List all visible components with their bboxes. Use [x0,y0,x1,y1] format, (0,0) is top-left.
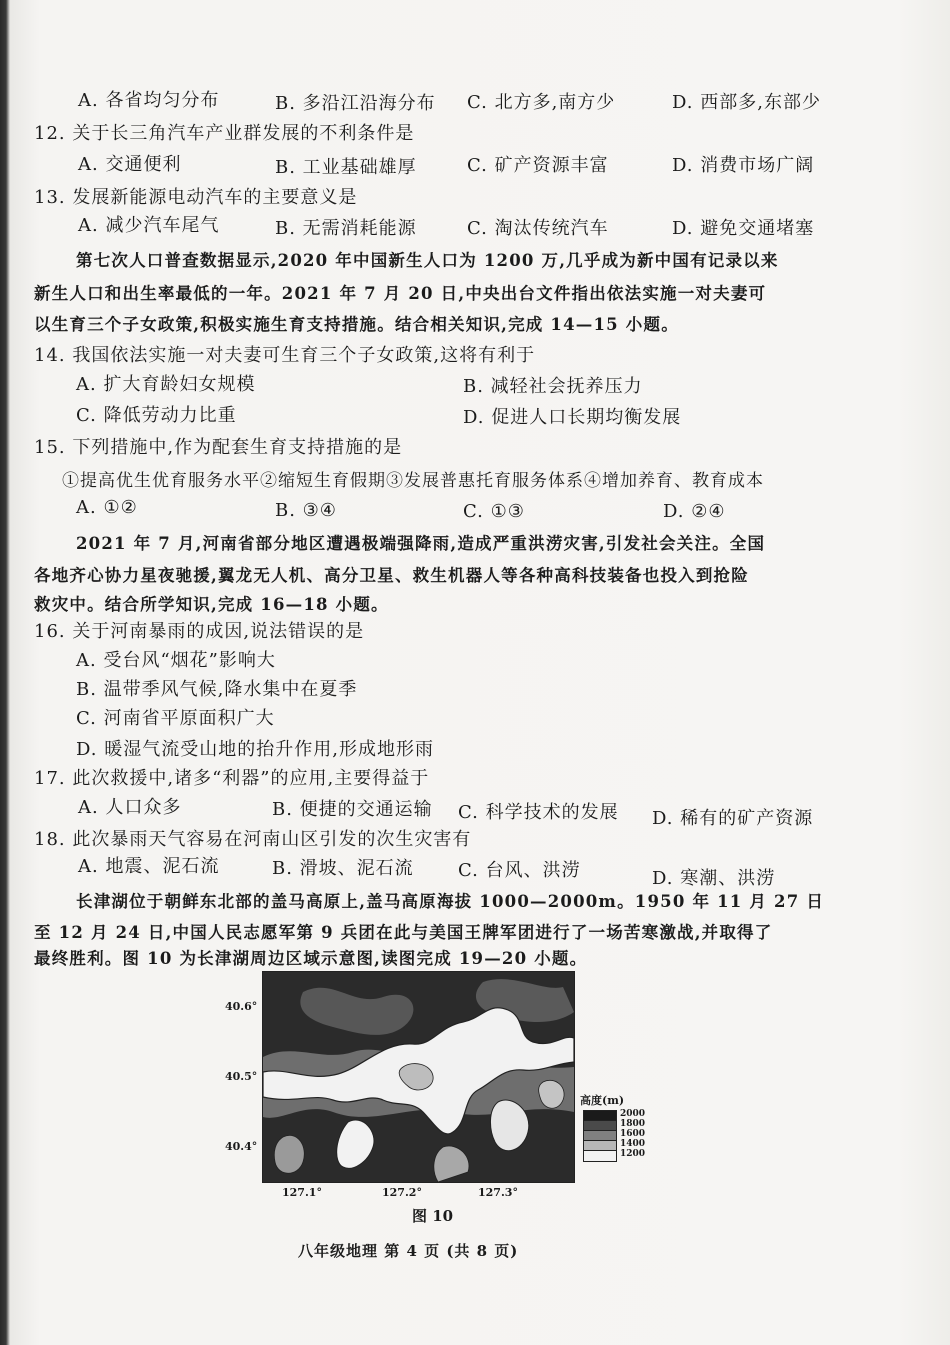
legend-label-1400: 1400 [620,1139,646,1149]
legend-label-2000: 2000 [620,1109,646,1119]
q16-option-d: D. 暖湿气流受山地的抬升作用,形成地形雨 [76,739,434,760]
passage1-line2: 新生人口和出生率最低的一年。2021 年 7 月 20 日,中央出台文件指出依法实施一对夫妻可 [34,284,767,303]
q15-option-b: B. ③④ [275,500,337,521]
hill-southwest [274,1135,304,1173]
legend-title: 高度(m) [580,1094,625,1107]
lat-tick-40-6: 40.6° [225,1000,258,1013]
passage1-line1: 第七次人口普查数据显示,2020 年中国新生人口为 1200 万,几乎成为新中国有记录以来 [76,251,779,270]
q15-items: ①提高优生优育服务水平②缩短生育假期③发展普惠托育服务体系④增加养育、教育成本 [62,471,764,491]
figure-caption: 图 10 [412,1207,454,1225]
q15-stem: 15. 下列措施中,作为配套生育支持措施的是 [34,437,403,458]
q15-option-a: A. ①② [76,497,138,518]
passage3-line2: 至 12 月 24 日,中国人民志愿军第 9 兵团在此与美国王牌军团进行了一场苦寒激战,并取得了 [34,923,773,942]
q11-option-d: D. 西部多,东部少 [672,92,821,113]
q13-option-b: B. 无需消耗能源 [275,218,417,239]
q13-stem: 13. 发展新能源电动汽车的主要意义是 [34,187,358,208]
q16-option-b: B. 温带季风气候,降水集中在夏季 [76,679,358,700]
q14-option-a: A. 扩大育龄妇女规模 [76,374,256,395]
q12-option-b: B. 工业基础雄厚 [275,157,417,178]
relief-map-svg [263,972,574,1182]
q17-option-c: C. 科学技术的发展 [458,802,619,823]
q12-option-a: A. 交通便利 [78,154,182,175]
lon-tick-127-3: 127.3° [478,1186,518,1199]
q13-option-a: A. 减少汽车尾气 [78,215,220,236]
lat-tick-40-5: 40.5° [225,1070,258,1083]
passage2-line1: 2021 年 7 月,河南省部分地区遭遇极端强降雨,造成严重洪涝灾害,引发社会关注。全国 [76,534,766,553]
q18-option-c: C. 台风、洪涝 [458,860,581,881]
q17-option-a: A. 人口众多 [78,797,182,818]
lon-tick-127-1: 127.1° [282,1186,322,1199]
q15-option-d: D. ②④ [663,501,726,522]
passage2-line3: 救灾中。结合所学知识,完成 16—18 小题。 [34,595,389,614]
q14-option-b: B. 减轻社会抚养压力 [463,376,643,397]
passage2-line2: 各地齐心协力星夜驰援,翼龙无人机、高分卫星、救生机器人等各种高科技装备也投入到抢险 [34,566,749,585]
lon-tick-127-2: 127.2° [382,1186,422,1199]
q17-option-d: D. 稀有的矿产资源 [652,808,814,829]
q18-option-d: D. 寒潮、洪涝 [652,868,776,889]
legend-label-1600: 1600 [620,1129,646,1139]
page-footer: 八年级地理 第 4 页 (共 8 页) [298,1242,519,1260]
passage1-line3: 以生育三个子女政策,积极实施生育支持措施。结合相关知识,完成 14—15 小题。 [34,315,679,334]
q13-option-c: C. 淘汰传统汽车 [467,218,609,239]
q15-option-c: C. ①③ [463,501,525,522]
q16-stem: 16. 关于河南暴雨的成因,说法错误的是 [34,621,365,642]
lat-tick-40-4: 40.4° [225,1140,258,1153]
q18-stem: 18. 此次暴雨天气容易在河南山区引发的次生灾害有 [34,829,472,850]
q14-option-c: C. 降低劳动力比重 [76,405,237,426]
q17-stem: 17. 此次救援中,诸多“利器”的应用,主要得益于 [34,768,430,789]
passage3-line3: 最终胜利。图 10 为长津湖周边区域示意图,读图完成 19—20 小题。 [34,949,588,968]
legend-label-1800: 1800 [620,1119,646,1129]
q17-option-b: B. 便捷的交通运输 [272,799,433,820]
q12-option-d: D. 消费市场广阔 [672,155,815,176]
q11-option-a: A. 各省均匀分布 [78,90,220,111]
legend-swatch-1200 [583,1150,617,1162]
q18-option-a: A. 地震、泥石流 [78,856,220,877]
q13-option-d: D. 避免交通堵塞 [672,218,815,239]
legend-label-1200: 1200 [620,1149,646,1159]
passage3-line1: 长津湖位于朝鲜东北部的盖马高原上,盖马高原海拔 1000—2000m。1950 年 11 月 27 日 [76,892,825,911]
q16-option-c: C. 河南省平原面积广大 [76,708,275,729]
q11-option-c: C. 北方多,南方少 [467,92,616,113]
q14-option-d: D. 促进人口长期均衡发展 [463,407,682,428]
elevation-legend [580,1092,650,1172]
q12-option-c: C. 矿产资源丰富 [467,155,609,176]
q14-stem: 14. 我国依法实施一对夫妻可生育三个子女政策,这将有利于 [34,345,536,366]
q16-option-a: A. 受台风“烟花”影响大 [76,650,276,671]
changjin-lake-relief-map [262,971,575,1183]
q18-option-b: B. 滑坡、泥石流 [272,858,414,879]
q11-option-b: B. 多沿江沿海分布 [275,93,436,114]
q12-stem: 12. 关于长三角汽车产业群发展的不利条件是 [34,123,415,144]
